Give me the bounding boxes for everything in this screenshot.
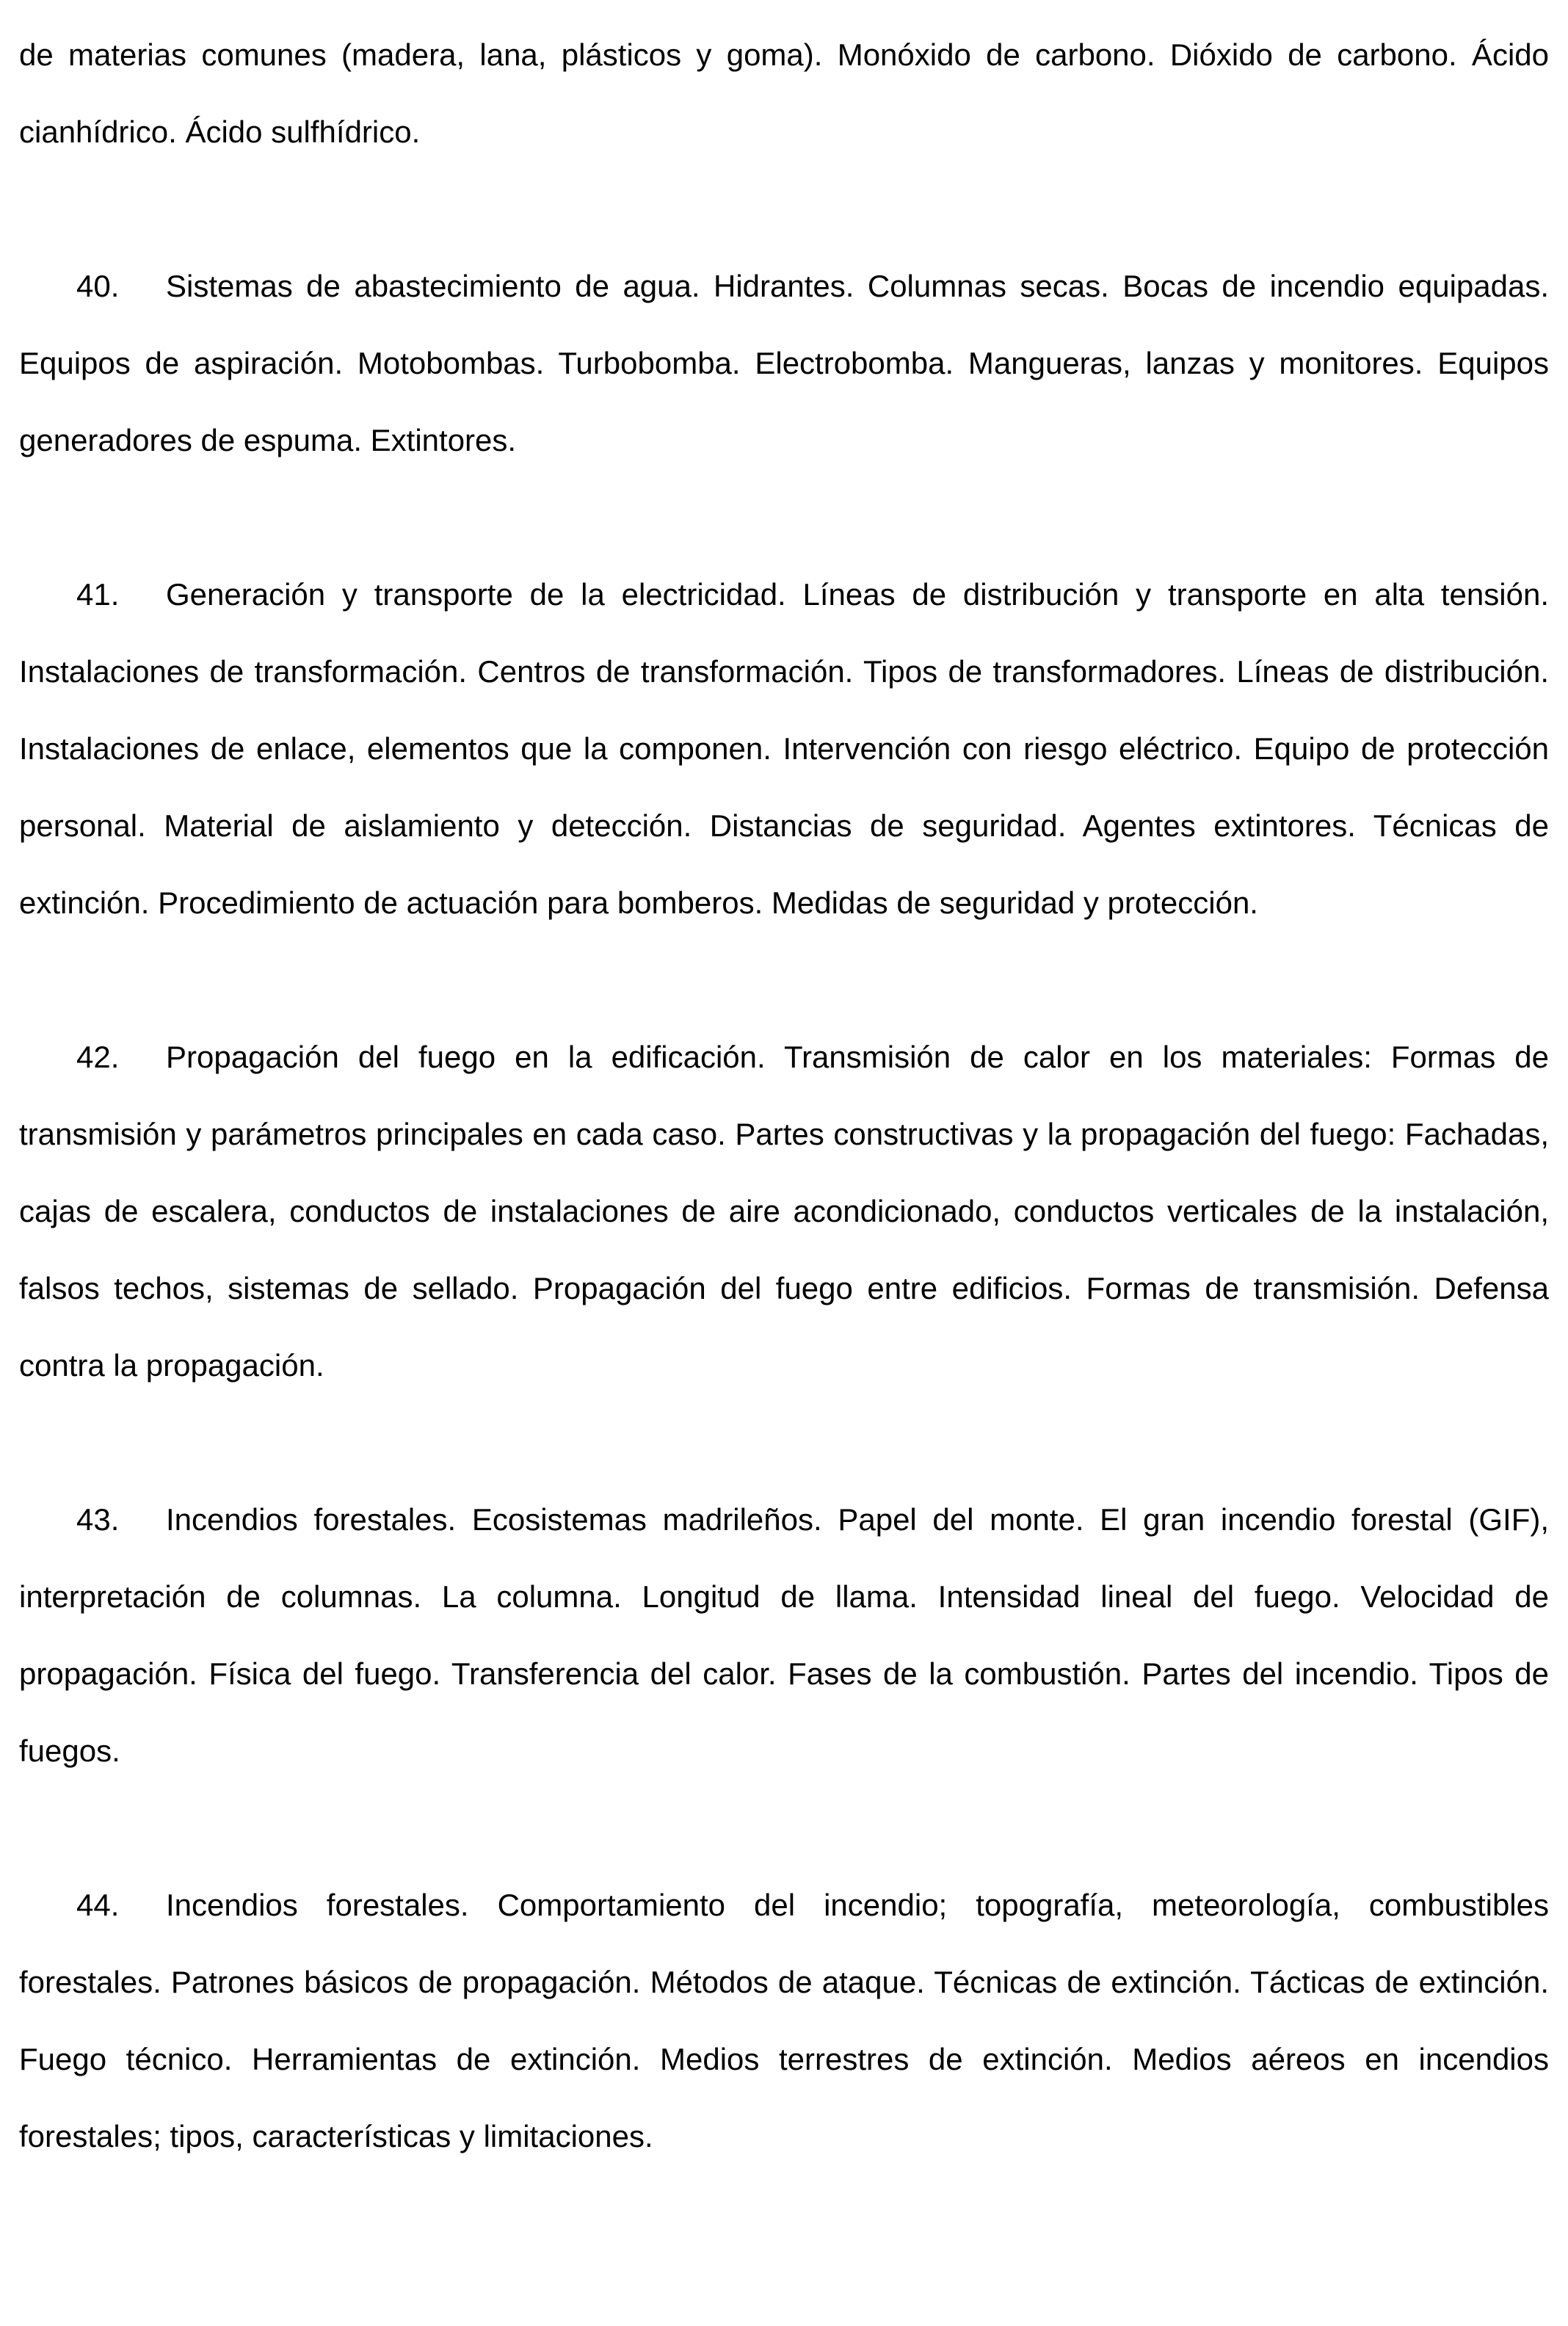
syllabus-item-42 — [19, 1018, 1549, 1404]
syllabus-item-43 — [19, 1481, 1549, 1789]
item-text: Generación y transporte de la electricidad. Líneas de distribución y transporte en alta tensión. Instalaciones de transformación. Centros de transformación. Tipos de transformadores. Líneas de distribución. Instalaciones de enlace, elementos que la componen. Intervención con riesgo eléctrico. Equipo de protección personal. Material de aislamiento y detección. Distancias de seguridad. Agentes extintores. Técnicas de extinción. Procedimiento de actuación para bomberos. Medidas de seguridad y protección. — [19, 577, 1549, 920]
item-text: Sistemas de abastecimiento de agua. Hidrantes. Columnas secas. Bocas de incendio equipadas. Equipos de aspiración. Motobombas. Turbobomba. Electrobomba. Mangueras, lanzas y monitores. Equipos generadores de espuma. Extintores. — [19, 269, 1549, 457]
item-text: Propagación del fuego en la edificación. Transmisión de calor en los materiales: Formas de transmisión y parámetros principales en cada caso. Partes constructivas y la propagación del fuego: Fachadas, cajas de escalera, conductos de instalaciones de aire acondicionado, conductos verticales de la instalación, falsos techos, sistemas de sellado. Propagación del fuego entre edificios. Formas de transmisión. Defensa contra la propagación. — [19, 1040, 1549, 1383]
syllabus-item-44 — [19, 1866, 1549, 2175]
item-number: 42. — [76, 1040, 120, 1074]
item-number: 44. — [76, 1888, 120, 1922]
syllabus-item-40 — [19, 247, 1549, 479]
item-number: 41. — [76, 577, 120, 612]
syllabus-item-41 — [19, 556, 1549, 941]
intro-paragraph — [19, 16, 1549, 170]
item-number: 43. — [76, 1502, 120, 1537]
intro-paragraph-text: de materias comunes (madera, lana, plásticos y goma). Monóxido de carbono. Dióxido de carbono. Ácido cianhídrico. Ácido sulfhídrico. — [19, 37, 1549, 149]
item-text: Incendios forestales. Ecosistemas madrileños. Papel del monte. El gran incendio forestal (GIF), interpretación de columnas. La columna. Longitud de llama. Intensidad lineal del fuego. Velocidad de propagación. Física del fuego. Transferencia del calor. Fases de la combustión. Partes del incendio. Tipos de fuegos. — [19, 1502, 1549, 1768]
item-number: 40. — [76, 269, 120, 303]
item-text: Incendios forestales. Comportamiento del incendio; topografía, meteorología, combustibles forestales. Patrones básicos de propagación. Métodos de ataque. Técnicas de extinción. Tácticas de extinción. Fuego técnico. Herramientas de extinción. Medios terrestres de extinción. Medios aéreos en incendios forestales; tipos, características y limitaciones. — [19, 1888, 1549, 2153]
